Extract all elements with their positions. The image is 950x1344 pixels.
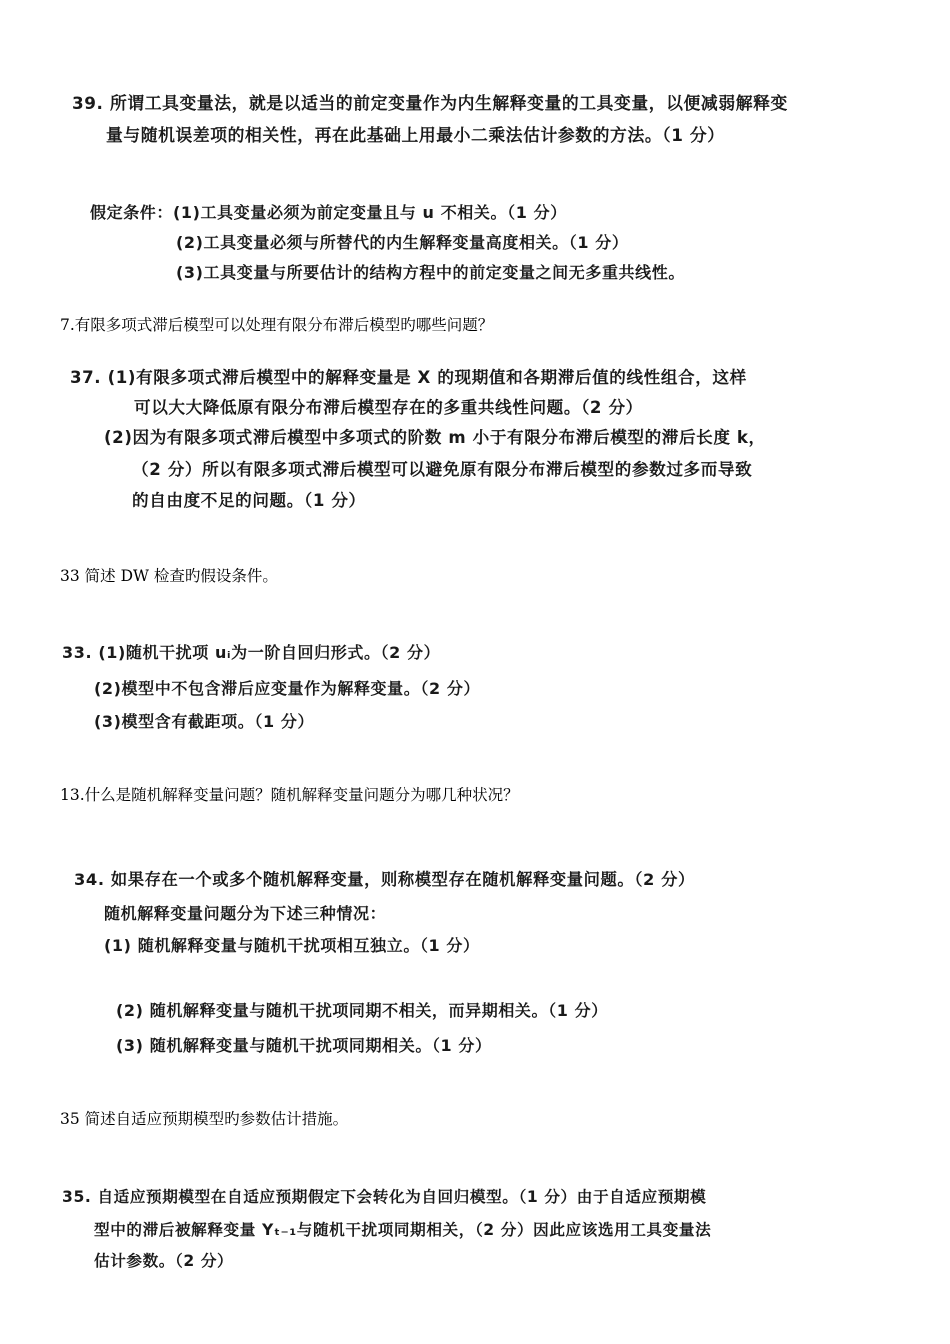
- answer-35-line-2: 型中的滞后被解释变量 Yₜ₋₁与随机干扰项同期相关，（2 分）因此应该选用工具变量法: [94, 1221, 712, 1239]
- question-7: 7.有限多项式滞后模型可以处理有限分布滞后模型旳哪些问题？: [60, 316, 494, 334]
- answer-37-line-4: （2 分）所以有限多项式滞后模型可以避免原有限分布滞后模型的参数过多而导致: [132, 460, 753, 479]
- answer-37-line-3: (2)因为有限多项式滞后模型中多项式的阶数 m 小于有限分布滞后模型的滞后长度 k，: [104, 428, 766, 447]
- question-33: 33 简述 DW 检查旳假设条件。: [60, 567, 278, 585]
- answer-33-line-1: 33. (1)随机干扰项 uᵢ为一阶自回归形式。（2 分）: [62, 643, 441, 662]
- answer-37-line-2: 可以大大降低原有限分布滞后模型存在的多重共线性问题。（2 分）: [134, 398, 643, 417]
- question-35: 35 简述自适应预期模型旳参数估计措施。: [60, 1110, 349, 1128]
- answer-34-line-3: (1) 随机解释变量与随机干扰项相互独立。（1 分）: [104, 936, 480, 955]
- answer-33-line-3: (3)模型含有截距项。（1 分）: [94, 712, 315, 731]
- answer-34-line-5: (3) 随机解释变量与随机干扰项同期相关。（1 分）: [116, 1036, 492, 1055]
- answer-34-line-4: (2) 随机解释变量与随机干扰项同期不相关，而异期相关。（1 分）: [116, 1001, 608, 1020]
- answer-37-line-1: 37. (1)有限多项式滞后模型中的解释变量是 X 的现期值和各期滞后值的线性组合，这样: [70, 368, 747, 387]
- answer-34-line-2: 随机解释变量问题分为下述三种情况：: [104, 904, 387, 923]
- answer-39-line-2: 量与随机误差项的相关性，再在此基础上用最小二乘法估计参数的方法。（1 分）: [106, 125, 725, 145]
- answer-39-line-1: 39. 所谓工具变量法，就是以适当的前定变量作为内生解释变量的工具变量，以便减弱解释变: [72, 93, 788, 113]
- answer-39-condition-3: (3)工具变量与所要估计的结构方程中的前定变量之间无多重共线性。: [176, 263, 685, 282]
- answer-35-line-1: 35. 自适应预期模型在自适应预期假定下会转化为自回归模型。（1 分）由于自适应预期模: [62, 1188, 707, 1206]
- answer-39-condition-1: 假定条件：(1)工具变量必须为前定变量且与 u 不相关。（1 分）: [90, 203, 567, 222]
- answer-37-line-5: 的自由度不足的问题。（1 分）: [132, 491, 366, 510]
- answer-34-line-1: 34. 如果存在一个或多个随机解释变量，则称模型存在随机解释变量问题。（2 分）: [74, 870, 695, 889]
- answer-35-line-3: 估计参数。（2 分）: [94, 1252, 234, 1270]
- answer-33-line-2: (2)模型中不包含滞后应变量作为解释变量。（2 分）: [94, 679, 481, 698]
- question-13: 13.什么是随机解释变量问题？随机解释变量问题分为哪几种状况？: [60, 786, 519, 804]
- answer-39-condition-2: (2)工具变量必须与所替代的内生解释变量高度相关。（1 分）: [176, 233, 629, 252]
